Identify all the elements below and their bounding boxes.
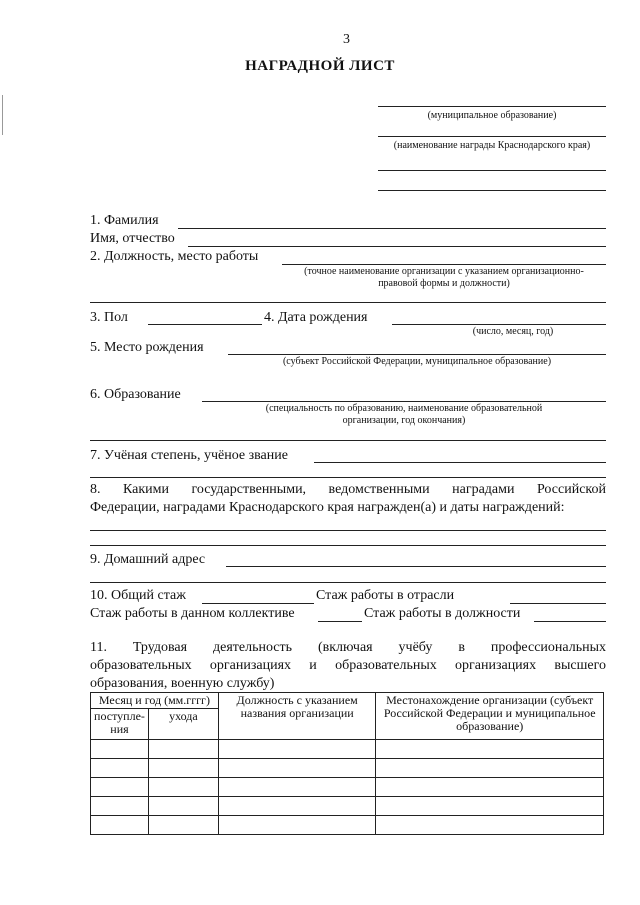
awards-label-1: 8. Какими государственными, ведомственными наградами Российской bbox=[90, 482, 606, 497]
name-label: Имя, отчество bbox=[90, 231, 175, 246]
surname-label: 1. Фамилия bbox=[90, 213, 159, 228]
education-input-2[interactable] bbox=[90, 440, 606, 441]
table-row bbox=[91, 740, 604, 759]
address-input[interactable] bbox=[226, 566, 606, 567]
award-line-3[interactable] bbox=[378, 190, 606, 191]
awards-label-2: Федерации, наградами Краснодарского края награжден(а) и даты награждений: bbox=[90, 500, 565, 515]
award-caption: (наименование награды Краснодарского края) bbox=[393, 140, 591, 151]
municipality-caption: (муниципальное образование) bbox=[427, 110, 557, 121]
education-label: 6. Образование bbox=[90, 387, 181, 402]
table-row bbox=[91, 816, 604, 835]
position-input[interactable] bbox=[282, 264, 606, 265]
industry-experience-input[interactable] bbox=[510, 603, 606, 604]
name-input[interactable] bbox=[188, 246, 606, 247]
position-label: 2. Должность, место работы bbox=[90, 249, 259, 264]
degree-label: 7. Учёная степень, учёное звание bbox=[90, 448, 288, 463]
birthdate-input[interactable] bbox=[392, 324, 606, 325]
position-caption-2: правовой формы и должности) bbox=[378, 278, 510, 289]
address-input-2[interactable] bbox=[90, 582, 606, 583]
position-caption-1: (точное наименование организации с указанием организационно- bbox=[304, 266, 584, 277]
location-header: Местонахождение организации (субъект Российской Федерации и муниципальное образование) bbox=[376, 693, 604, 740]
degree-input[interactable] bbox=[314, 462, 606, 463]
position-experience-label: Стаж работы в должности bbox=[364, 606, 521, 621]
work-history-label-2: образовательных организациях и образовательных организациях высшего bbox=[90, 658, 606, 673]
exit-header: ухода bbox=[148, 709, 218, 740]
birthplace-label: 5. Место рождения bbox=[90, 340, 204, 355]
position-input-2[interactable] bbox=[90, 302, 606, 303]
industry-experience-label: Стаж работы в отрасли bbox=[316, 588, 455, 603]
award-line-2[interactable] bbox=[378, 170, 606, 171]
awards-input-1[interactable] bbox=[90, 530, 606, 531]
table-header-row bbox=[91, 693, 604, 709]
education-caption-1: (специальность по образованию, наименование образовательной bbox=[265, 403, 543, 414]
education-input[interactable] bbox=[202, 401, 606, 402]
margin-mark bbox=[2, 95, 3, 135]
award-line[interactable] bbox=[378, 136, 606, 137]
work-history-table bbox=[90, 692, 604, 835]
birthplace-input[interactable] bbox=[228, 354, 606, 355]
position-experience-input[interactable] bbox=[534, 621, 606, 622]
work-history-label-1: 11. Трудовая деятельность (включая учёбу в профессиональных bbox=[90, 640, 606, 655]
degree-input-2[interactable] bbox=[90, 477, 606, 478]
team-experience-label: Стаж работы в данном коллективе bbox=[90, 606, 295, 621]
page-title: НАГРАДНОЙ ЛИСТ bbox=[245, 58, 395, 74]
municipality-line[interactable] bbox=[378, 106, 606, 107]
table-row bbox=[91, 778, 604, 797]
table-row bbox=[91, 797, 604, 816]
birthdate-label: 4. Дата рождения bbox=[264, 310, 368, 325]
sex-input[interactable] bbox=[148, 324, 262, 325]
month-year-header: Месяц и год (мм.гггг) bbox=[91, 693, 219, 709]
awards-input-2[interactable] bbox=[90, 545, 606, 546]
education-caption-2: организации, год окончания) bbox=[342, 415, 466, 426]
address-label: 9. Домашний адрес bbox=[90, 552, 206, 567]
work-history-label-3: образования, военную службу) bbox=[90, 676, 275, 691]
surname-input[interactable] bbox=[178, 228, 606, 229]
total-experience-label: 10. Общий стаж bbox=[90, 588, 186, 603]
team-experience-input[interactable] bbox=[318, 621, 362, 622]
page-number: 3 bbox=[343, 32, 350, 47]
entry-header: поступле-ния bbox=[91, 709, 149, 740]
sex-label: 3. Пол bbox=[90, 310, 128, 325]
table-row bbox=[91, 759, 604, 778]
total-experience-input[interactable] bbox=[202, 603, 314, 604]
position-header: Должность с указанием названия организации bbox=[218, 693, 376, 740]
birthplace-caption: (субъект Российской Федерации, муниципальное образование) bbox=[282, 356, 552, 367]
birthdate-caption: (число, месяц, год) bbox=[472, 326, 554, 337]
